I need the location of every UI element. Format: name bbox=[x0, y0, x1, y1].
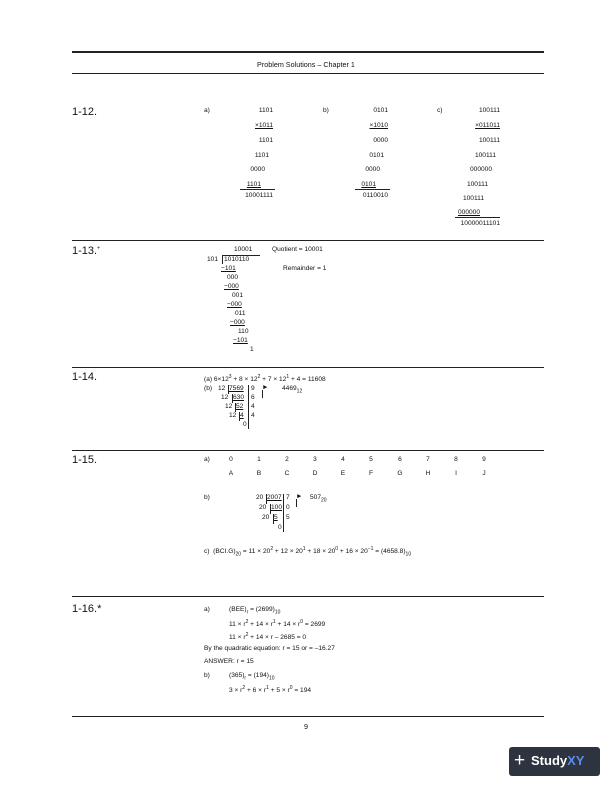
quotient-label: Quotient = 10001 bbox=[272, 246, 323, 253]
div-value: 4 bbox=[240, 412, 244, 419]
eq-sup: 1 bbox=[272, 619, 276, 625]
div-value: 2007 bbox=[267, 494, 282, 501]
div-remainder: 7 bbox=[286, 494, 290, 501]
mul-line: 0101 bbox=[373, 107, 388, 114]
digit: 4 bbox=[341, 456, 345, 463]
part-b-label: (b) bbox=[204, 385, 213, 392]
answer-line: ANSWER: r = 15 bbox=[204, 658, 254, 665]
division-step: −000 bbox=[224, 283, 239, 290]
dividend: 1010110 bbox=[224, 256, 250, 263]
eq-sub: 10 bbox=[269, 675, 275, 682]
digit: 6 bbox=[398, 456, 402, 463]
mul-line: 000000 bbox=[469, 166, 492, 173]
digit: 3 bbox=[313, 456, 317, 463]
problem-number-1-14: 1-14. bbox=[72, 371, 98, 383]
eq-sup: 2 bbox=[245, 632, 249, 638]
mul-line: 1101 bbox=[254, 152, 269, 159]
mul-line: 1101 bbox=[246, 181, 261, 188]
div-value: 100 bbox=[271, 504, 283, 511]
eq-sub: r bbox=[244, 675, 247, 682]
div-value: 7569 bbox=[229, 385, 244, 392]
mul-result: 10000011101 bbox=[460, 220, 500, 227]
plus-icon: + bbox=[514, 750, 526, 771]
expansion-sup: 2 bbox=[257, 374, 261, 380]
equation-line bbox=[229, 619, 325, 628]
problem-number-1-16: 1-16.* bbox=[72, 603, 102, 615]
equation-line bbox=[229, 685, 311, 694]
expansion-sup: 1 bbox=[286, 374, 290, 380]
eq-text: (BCI.G) bbox=[213, 548, 236, 556]
digit: 9 bbox=[482, 456, 486, 463]
digit: 1 bbox=[257, 456, 261, 463]
expansion-sup: 3 bbox=[228, 374, 232, 380]
expansion-text: (a) 6×12 bbox=[204, 376, 229, 384]
divisor: 101 bbox=[207, 256, 219, 263]
mul-line: 0101 bbox=[369, 152, 384, 159]
mul-result: 10001111 bbox=[245, 192, 273, 199]
part-b-label: b) bbox=[323, 107, 329, 114]
mul-sum-rule bbox=[240, 189, 275, 190]
eq-text: + 14 × r – 2685 = 0 bbox=[248, 634, 307, 642]
eq-text: + 6 × r bbox=[245, 687, 267, 695]
result-value: 4469 bbox=[282, 385, 297, 392]
digit: 5 bbox=[369, 456, 373, 463]
div-bracket bbox=[228, 385, 229, 394]
letter: D bbox=[312, 470, 318, 477]
problem-number-sup: + bbox=[97, 245, 100, 252]
expansion-text: + 8 × 12 bbox=[231, 376, 258, 384]
mul-sum-rule bbox=[355, 189, 390, 190]
result-base: 12 bbox=[296, 388, 303, 395]
mul-sum-rule bbox=[455, 217, 500, 218]
mul-line: 1101 bbox=[258, 107, 273, 114]
page-header-title: Problem Solutions – Chapter 1 bbox=[257, 60, 355, 69]
eq-sup: 1 bbox=[266, 685, 269, 691]
eq-text: = (4658.8) bbox=[373, 548, 406, 556]
header-bottom-rule bbox=[72, 73, 544, 74]
problem-number-text: 1-13. bbox=[72, 245, 98, 257]
eq-text: + 16 × 20 bbox=[338, 548, 368, 556]
div-bracket bbox=[273, 514, 274, 524]
eq-sub: 10 bbox=[274, 609, 281, 616]
eq-sub: 20 bbox=[235, 551, 242, 558]
eq-text: = 11 × 20 bbox=[241, 548, 271, 556]
mul-line: 100111 bbox=[478, 137, 500, 144]
eq-text: = 2699 bbox=[303, 621, 326, 629]
footer-rule bbox=[72, 716, 544, 717]
mul-line: 1101 bbox=[258, 137, 273, 144]
mul-line: 100111 bbox=[466, 181, 488, 188]
mul-line: ×1010 bbox=[369, 122, 388, 129]
digit: 0 bbox=[229, 456, 233, 463]
div-remainder: 5 bbox=[286, 514, 290, 521]
div-base: 12 bbox=[225, 403, 233, 410]
eq-sup: 2 bbox=[270, 546, 274, 552]
eq-sup: −1 bbox=[367, 546, 374, 552]
division-step: −000 bbox=[227, 301, 242, 308]
eq-text: + 5 × r bbox=[268, 687, 290, 695]
div-remainder: 0 bbox=[286, 504, 290, 511]
digit: 8 bbox=[454, 456, 458, 463]
part-a-label: a) bbox=[204, 606, 210, 613]
eq-sup: 0 bbox=[289, 685, 293, 691]
letter: H bbox=[425, 470, 431, 477]
div-value: 5 bbox=[274, 514, 278, 521]
logo-wordmark bbox=[531, 753, 584, 768]
part-c-label: c) bbox=[437, 107, 443, 114]
letter: G bbox=[397, 470, 403, 477]
letter: B bbox=[256, 470, 262, 477]
div-bracket bbox=[235, 403, 236, 412]
div-value: 630 bbox=[233, 394, 245, 401]
part-a-label: a) bbox=[204, 456, 210, 463]
base12-result bbox=[282, 385, 302, 394]
page-number: 9 bbox=[304, 722, 308, 731]
eq-text: 11 × r bbox=[229, 634, 246, 642]
eq-sub: 10 bbox=[405, 551, 412, 558]
digit: 7 bbox=[426, 456, 430, 463]
division-bracket bbox=[222, 256, 223, 264]
eq-sup: 0 bbox=[300, 619, 304, 625]
eq-text: (BEE) bbox=[229, 606, 247, 613]
part-c-equation bbox=[204, 546, 411, 558]
div-bracket bbox=[232, 394, 233, 403]
div-value: 52 bbox=[236, 403, 244, 410]
section-divider bbox=[72, 367, 544, 368]
expansion-text: + 7 × 12 bbox=[260, 376, 287, 384]
header-top-rule bbox=[72, 51, 544, 53]
equation-line bbox=[229, 632, 306, 641]
expansion-text: + 4 = 11608 bbox=[289, 376, 326, 384]
mul-line: 0101 bbox=[361, 181, 376, 188]
div-value: 0 bbox=[243, 421, 247, 428]
letter: I bbox=[455, 470, 457, 477]
problem-number-1-13 bbox=[72, 245, 100, 257]
eq-text: + 14 × r bbox=[275, 621, 301, 629]
eq-sub: r bbox=[246, 609, 249, 616]
mul-result: 0110010 bbox=[362, 192, 388, 199]
logo-text-accent: XY bbox=[567, 753, 585, 768]
div-bracket bbox=[270, 504, 271, 514]
mul-line: 100111 bbox=[462, 195, 484, 202]
div-remainder: 9 bbox=[251, 385, 255, 392]
div-remainder: 6 bbox=[251, 394, 255, 401]
division-step: 1 bbox=[250, 346, 254, 353]
mul-line: 0000 bbox=[365, 166, 380, 173]
base12-expansion bbox=[204, 374, 326, 383]
part-c-label: c) bbox=[204, 548, 210, 556]
div-base: 12 bbox=[218, 385, 226, 392]
eq-sup: 2 bbox=[245, 619, 249, 625]
eq-sup: 1 bbox=[302, 546, 306, 552]
div-remainder: 4 bbox=[251, 403, 255, 410]
arrow-stem bbox=[262, 390, 263, 398]
part-b-label: b) bbox=[204, 672, 210, 679]
part-b-label: b) bbox=[204, 494, 210, 501]
logo-text-main: Study bbox=[531, 753, 568, 768]
division-step: −000 bbox=[230, 319, 245, 326]
eq-text: + 14 × r bbox=[248, 621, 273, 629]
equation-line bbox=[229, 606, 280, 615]
division-step: 110 bbox=[238, 328, 249, 335]
section-divider bbox=[72, 240, 544, 241]
div-value: 0 bbox=[278, 524, 282, 531]
remainder-column-line bbox=[248, 385, 249, 429]
section-divider bbox=[72, 450, 544, 451]
mul-line: 100111 bbox=[478, 107, 500, 114]
div-base: 20 bbox=[259, 504, 267, 511]
part-a-label: a) bbox=[204, 107, 210, 114]
arrow-icon: ► bbox=[262, 384, 269, 391]
mul-line: 0000 bbox=[250, 166, 265, 173]
result-base: 20 bbox=[321, 497, 327, 504]
letter: J bbox=[482, 470, 486, 477]
problem-number-1-12: 1-12. bbox=[72, 106, 98, 118]
arrow-stem bbox=[296, 499, 297, 507]
eq-text: = 194 bbox=[292, 687, 312, 695]
equation-line bbox=[229, 672, 275, 681]
base20-result bbox=[310, 494, 327, 503]
problem-number-1-15: 1-15. bbox=[72, 454, 98, 466]
result-value: 507 bbox=[310, 494, 322, 501]
remainder-label: Remainder = 1 bbox=[283, 265, 327, 272]
mul-line: 100111 bbox=[474, 152, 496, 159]
letter: A bbox=[228, 470, 234, 477]
div-bracket bbox=[239, 412, 240, 421]
div-bracket bbox=[266, 494, 267, 504]
remainder-column-line bbox=[283, 494, 284, 532]
division-step: 001 bbox=[232, 292, 244, 299]
eq-sup: 0 bbox=[335, 546, 339, 552]
eq-text: + 12 × 20 bbox=[273, 548, 303, 556]
division-step: 011 bbox=[235, 310, 246, 317]
mul-line: 0000 bbox=[373, 137, 388, 144]
eq-sup: 2 bbox=[242, 685, 246, 691]
div-remainder: 4 bbox=[251, 412, 255, 419]
div-base: 20 bbox=[256, 494, 264, 501]
section-divider bbox=[72, 596, 544, 597]
eq-text: = (2699) bbox=[248, 606, 275, 613]
division-step: 000 bbox=[227, 274, 239, 281]
eq-text: 3 × r bbox=[229, 687, 243, 695]
quotient-top: 10001 bbox=[234, 246, 253, 253]
eq-text: (365) bbox=[229, 672, 245, 679]
div-base: 12 bbox=[229, 412, 237, 419]
div-base: 20 bbox=[262, 514, 270, 521]
letter: F bbox=[368, 470, 374, 477]
mul-line: ×011011 bbox=[475, 122, 500, 129]
letter: C bbox=[284, 470, 290, 477]
division-step: −101 bbox=[221, 265, 236, 272]
quadratic-note: By the quadratic equation: r = 15 or = –16.27 bbox=[204, 645, 335, 652]
mul-line: ×1011 bbox=[254, 122, 273, 129]
arrow-icon: ► bbox=[296, 493, 303, 500]
division-step: −101 bbox=[233, 337, 248, 344]
div-base: 12 bbox=[221, 394, 229, 401]
eq-text: + 18 × 20 bbox=[305, 548, 336, 556]
mul-line: 000000 bbox=[457, 209, 480, 216]
digit: 2 bbox=[285, 456, 289, 463]
letter: E bbox=[340, 470, 346, 477]
eq-text: 11 × r bbox=[229, 621, 246, 629]
studyxy-logo[interactable] bbox=[509, 747, 600, 776]
eq-text: = (194) bbox=[246, 672, 269, 679]
